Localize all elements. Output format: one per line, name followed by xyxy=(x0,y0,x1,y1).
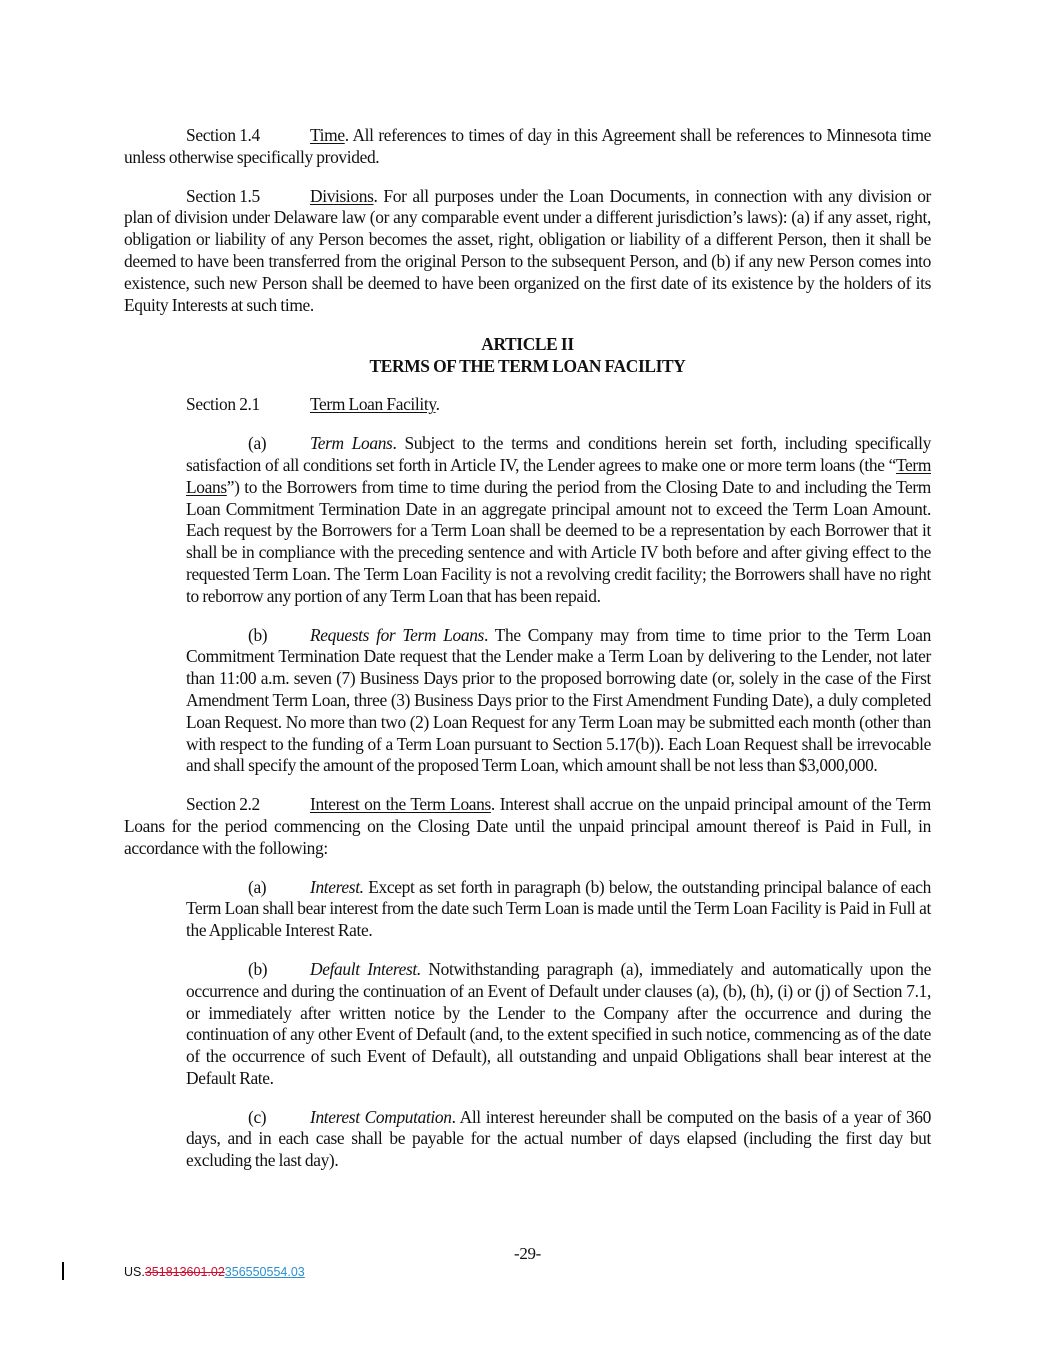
section-body: . For all purposes under the Loan Documents, in connection with any division or plan of division under Delaware law (or any comparable event under a different jurisdiction’s laws): (a) if any asset, right, obligation or liability of any Person becomes the asset, right, obligation or liability of a different Person, then it shall be deemed to have been transferred from the original Person to the subsequent Person, and (b) if any new Person comes into existence, such new Person shall be deemed to have been organized on the first date of its existence by the holders of its Equity Interests at such time. xyxy=(124,185,931,315)
paragraph-label: (c) xyxy=(248,1106,267,1127)
section-number: Section 1.4 xyxy=(186,125,260,145)
section-2-2-a xyxy=(186,877,931,942)
change-bar xyxy=(62,1262,64,1280)
section-number: Section 2.2 xyxy=(186,794,260,815)
indent xyxy=(186,433,248,453)
doc-id-deleted: 351813601.02 xyxy=(144,1265,225,1279)
section-2-2 xyxy=(124,794,931,859)
paragraph-title: Term Loans xyxy=(310,433,393,454)
doc-id-inserted: 356550554.03 xyxy=(224,1265,305,1279)
page-number: -29- xyxy=(514,1244,541,1263)
paragraph-title: Interest. xyxy=(310,876,364,897)
doc-id-prefix: US. xyxy=(124,1265,145,1279)
paragraph-body: Notwithstanding paragraph (a), immediately and automatically upon the occurrence and during the continuation of an Event of Default under clauses (a), (b), (h), (i) or (j) of Section 7.1, or immediately after written notice by the Lender to the Company after the occurrence and during the continuation of any other Event of Default (and, to the extent specified in such notice, commencing as of the date of the occurrence of such Event of Default), all outstanding and unpaid Obligations shall bear interest at the Default Rate. xyxy=(186,958,931,1088)
section-2-2-b xyxy=(186,959,931,1090)
paragraph-title: Requests for Term Loans xyxy=(310,624,484,645)
section-title: Time xyxy=(310,125,345,145)
paragraph-label: (b) xyxy=(248,958,268,979)
article-number: ARTICLE II xyxy=(481,334,574,355)
section-2-1-a xyxy=(186,433,931,607)
indent xyxy=(124,125,186,145)
section-title-period: . xyxy=(435,394,440,415)
indent xyxy=(186,959,248,979)
section-number: Section 2.1 xyxy=(186,394,260,415)
section-title: Interest on the Term Loans xyxy=(310,794,491,815)
paragraph-body-cont: ”) to the Borrowers from time to time during the period from the Closing Date to and including the Term Loan Commitment Termination Date in an aggregate principal amount not to exceed the Term Loan Amount. Each request by the Borrowers for a Term Loan shall be deemed to be a representation by each Borrower that it shall be in compliance with the preceding sentence and with Article IV both before and after giving effect to the requested Term Loan. The Term Loan Facility is not a revolving credit facility; the Borrowers shall have no right to reborrow any portion of any Term Loan that has been repaid. xyxy=(186,476,931,606)
article-title: TERMS OF THE TERM LOAN FACILITY xyxy=(369,356,686,377)
indent xyxy=(124,794,186,814)
paragraph-label: (b) xyxy=(248,624,268,645)
section-2-2-c xyxy=(186,1107,931,1172)
paragraph-title: Interest Computation xyxy=(310,1106,452,1127)
section-2-1-b xyxy=(186,625,931,778)
paragraph-body: . All interest hereunder shall be computed on the basis of a year of 360 days, and in each case shall be payable for the actual number of days elapsed (including the first day but excluding the last day). xyxy=(186,1106,931,1171)
section-number: Section 1.5 xyxy=(186,185,260,206)
paragraph-label: (a) xyxy=(248,433,267,454)
section-body: . Interest shall accrue on the unpaid principal amount of the Term Loans for the period commencing on the Closing Date until the unpaid principal amount thereof is Paid in Full, in accordance with the following: xyxy=(124,794,931,858)
paragraph-body: . Subject to the terms and conditions herein set forth, including specifically satisfaction of all conditions set forth in Article IV, the Lender agrees to make one or more term loans (the “ xyxy=(186,433,932,475)
document-body xyxy=(124,125,931,1189)
section-1-5 xyxy=(124,186,931,317)
indent xyxy=(124,186,186,206)
section-2-1-heading xyxy=(124,394,931,416)
indent xyxy=(186,877,248,897)
section-title: Divisions xyxy=(310,185,374,206)
indent xyxy=(186,1107,248,1127)
section-title: Term Loan Facility xyxy=(310,394,436,415)
document-id-footer xyxy=(124,1265,305,1279)
defined-term: Term Loans xyxy=(186,454,931,497)
section-body: . All references to times of day in this Agreement shall be references to Minnesota time unless otherwise specifically provided. xyxy=(124,125,931,167)
paragraph-body: . The Company may from time to time prior to the Term Loan Commitment Termination Date request that the Lender make a Term Loan by delivering to the Lender, not later than 11:00 a.m. seven (7) Business Days prior to the proposed borrowing date (or, solely in the case of the First Amendment Term Loan, three (3) Business Days prior to the First Amendment Funding Date), a duly completed Loan Request. No more than two (2) Loan Request for any Term Loan may be submitted each month (other than with respect to the funding of a Term Loan pursuant to Section 5.17(b)). Each Loan Request shall be irrevocable and shall specify the amount of the proposed Term Loan, which amount shall be not less than $3,000,000. xyxy=(186,624,931,776)
indent xyxy=(186,625,248,645)
paragraph-body: Except as set forth in paragraph (b) below, the outstanding principal balance of each Term Loan shall bear interest from the date such Term Loan is made until the Term Loan Facility is Paid in Full at the Applicable Interest Rate. xyxy=(186,876,931,941)
paragraph-label: (a) xyxy=(248,876,267,897)
paragraph-title: Default Interest. xyxy=(310,958,421,979)
section-1-4 xyxy=(124,125,931,169)
indent xyxy=(124,394,186,414)
